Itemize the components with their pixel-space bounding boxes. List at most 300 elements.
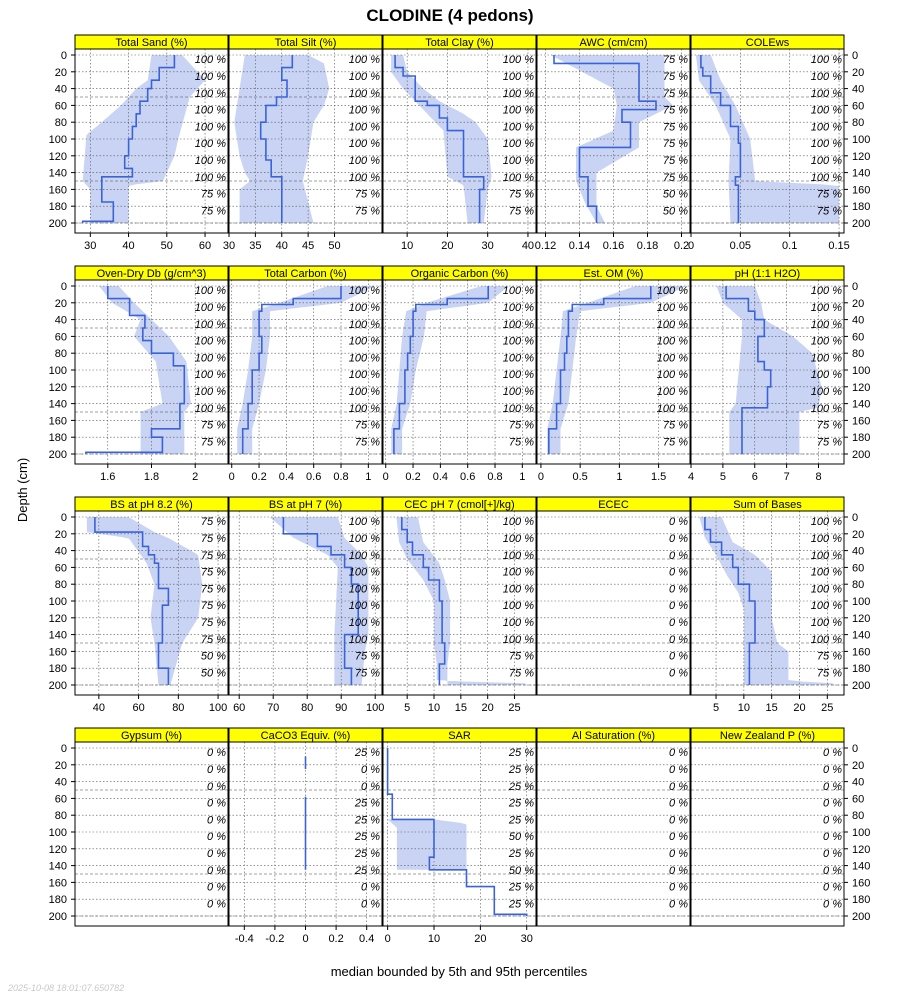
completeness-label: 75 % <box>200 516 226 529</box>
x-tick-label: 25 <box>821 702 834 714</box>
completeness-label: 75 % <box>200 600 226 613</box>
completeness-label: 75 % <box>200 419 226 432</box>
completeness-label: 0 % <box>823 764 842 776</box>
completeness-label: 100 % <box>348 633 380 646</box>
completeness-label: 100 % <box>502 104 534 117</box>
y-tick-label: 20 <box>54 297 67 310</box>
x-tick-label: 0.1 <box>782 240 798 252</box>
y-tick-label: 40 <box>54 545 67 558</box>
completeness-label: 0 % <box>669 898 688 911</box>
completeness-label: 50 % <box>662 188 688 201</box>
completeness-label: 75 % <box>508 650 534 663</box>
completeness-label: 75 % <box>662 436 688 449</box>
y-tick-label: 40 <box>852 314 865 327</box>
x-tick-label: 20 <box>441 240 454 252</box>
x-tick-label: 20 <box>793 702 806 714</box>
panel-title: Total Carbon (%) <box>264 268 347 280</box>
completeness-label: 100 % <box>502 369 534 382</box>
y-tick-label: 0 <box>852 50 859 62</box>
panel-12 <box>383 497 536 714</box>
completeness-label: 25 % <box>508 881 534 894</box>
completeness-label: 100 % <box>348 533 380 545</box>
completeness-label: 100 % <box>502 533 534 545</box>
y-tick-label: 20 <box>852 759 865 772</box>
completeness-label: 100 % <box>348 155 380 167</box>
completeness-label: 0 % <box>361 898 380 911</box>
x-tick-label: 0.2 <box>328 933 344 945</box>
completeness-label: 0 % <box>669 516 688 529</box>
x-tick-label: 40 <box>521 240 535 252</box>
completeness-label: 100 % <box>502 617 534 629</box>
y-tick-label: 140 <box>48 860 67 873</box>
completeness-label: 100 % <box>810 87 842 100</box>
completeness-label: 0 % <box>669 764 688 776</box>
y-tick-label: 80 <box>54 348 67 361</box>
y-tick-label: 40 <box>852 83 865 96</box>
completeness-label: 25 % <box>508 764 534 776</box>
completeness-label: 100 % <box>348 104 380 117</box>
y-tick-label: 180 <box>48 663 67 676</box>
x-tick-label: 60 <box>198 240 212 252</box>
percentile-band <box>391 55 492 223</box>
y-tick-label: 200 <box>48 218 67 230</box>
completeness-label: 75 % <box>354 667 380 680</box>
y-tick-label: 100 <box>48 134 67 146</box>
x-tick-label: 30 <box>481 240 494 252</box>
completeness-label: 100 % <box>810 121 842 134</box>
panel-14 <box>691 497 870 714</box>
completeness-label: 100 % <box>502 87 534 100</box>
completeness-label: 100 % <box>348 302 380 314</box>
x-tick-label: 60 <box>132 702 145 714</box>
completeness-label: 0 % <box>207 747 226 760</box>
panel-title: COLEws <box>745 37 790 49</box>
panel-11 <box>229 497 384 714</box>
x-tick-label: 0.4 <box>359 933 375 945</box>
y-tick-label: 180 <box>852 432 871 445</box>
completeness-label: 0 % <box>669 780 688 793</box>
y-tick-label: 180 <box>48 432 67 445</box>
completeness-label: 100 % <box>502 335 534 348</box>
completeness-label: 100 % <box>810 71 842 83</box>
y-tick-label: 20 <box>54 528 67 541</box>
panel-title: SAR <box>448 730 471 742</box>
x-tick-label: 1 <box>519 471 526 483</box>
completeness-label: 100 % <box>810 155 842 167</box>
completeness-label: 100 % <box>194 155 226 167</box>
completeness-label: 100 % <box>810 54 842 67</box>
x-tick-label: 0 <box>537 471 544 483</box>
completeness-label: 0 % <box>207 780 226 793</box>
x-tick-label: 40 <box>92 702 105 714</box>
completeness-label: 0 % <box>207 898 226 911</box>
completeness-label: 25 % <box>354 831 380 844</box>
completeness-label: 0 % <box>823 780 842 793</box>
completeness-label: 100 % <box>348 386 380 398</box>
completeness-label: 25 % <box>354 747 380 760</box>
completeness-label: 75 % <box>816 205 842 218</box>
completeness-label: 25 % <box>354 797 380 810</box>
completeness-label: 100 % <box>502 583 534 596</box>
y-tick-label: 80 <box>852 117 865 130</box>
completeness-label: 100 % <box>656 335 688 348</box>
panel-title: CEC pH 7 (cmol[+]/kg) <box>404 499 515 511</box>
y-tick-label: 20 <box>54 759 67 772</box>
x-tick-label: 0.5 <box>572 471 588 483</box>
completeness-label: 75 % <box>662 121 688 134</box>
completeness-label: 0 % <box>669 864 688 877</box>
y-tick-label: 120 <box>852 381 871 394</box>
completeness-label: 0 % <box>207 881 226 894</box>
y-tick-label: 180 <box>852 201 871 214</box>
panel-grid <box>49 35 871 945</box>
y-tick-label: 120 <box>48 612 67 625</box>
panel-title: ECEC <box>598 499 629 511</box>
completeness-label: 100 % <box>810 533 842 545</box>
y-tick-label: 200 <box>48 911 67 923</box>
completeness-label: 0 % <box>669 881 688 894</box>
completeness-label: 100 % <box>194 104 226 117</box>
y-tick-label: 120 <box>852 150 871 163</box>
completeness-label: 100 % <box>348 402 380 415</box>
completeness-label: 75 % <box>354 650 380 663</box>
y-tick-label: 0 <box>60 743 67 755</box>
completeness-label: 100 % <box>656 302 688 314</box>
panel-18 <box>537 728 690 926</box>
completeness-label: 75 % <box>662 104 688 117</box>
panel-19 <box>691 728 870 926</box>
x-tick-label: 45 <box>302 240 315 252</box>
y-tick-label: 80 <box>852 810 865 823</box>
x-tick-label: 10 <box>401 240 414 252</box>
completeness-label: 75 % <box>354 436 380 449</box>
completeness-label: 100 % <box>502 54 534 67</box>
y-tick-label: 40 <box>54 83 67 96</box>
completeness-label: 100 % <box>810 171 842 184</box>
completeness-label: 75 % <box>662 87 688 100</box>
completeness-label: 100 % <box>502 516 534 529</box>
completeness-label: 100 % <box>194 87 226 100</box>
completeness-label: 75 % <box>662 419 688 432</box>
completeness-label: 100 % <box>348 566 380 579</box>
completeness-label: 75 % <box>662 171 688 184</box>
completeness-label: 0 % <box>669 600 688 613</box>
x-tick-label: 4 <box>687 471 695 483</box>
panel-frame <box>537 497 690 695</box>
completeness-label: 0 % <box>823 831 842 844</box>
y-tick-label: 140 <box>852 398 871 411</box>
y-tick-label: 200 <box>852 911 871 923</box>
y-tick-label: 60 <box>54 100 67 113</box>
completeness-label: 100 % <box>348 352 380 365</box>
completeness-label: 100 % <box>810 302 842 314</box>
x-tick-label: 0.18 <box>636 240 659 252</box>
completeness-label: 100 % <box>194 54 226 67</box>
completeness-label: 100 % <box>194 138 226 151</box>
completeness-label: 50 % <box>662 205 688 218</box>
completeness-label: 0 % <box>823 797 842 810</box>
panel-title: Est. OM (%) <box>583 268 644 280</box>
chart-title: CLODINE (4 pedons) <box>366 6 534 25</box>
completeness-label: 75 % <box>508 667 534 680</box>
completeness-label: 100 % <box>348 138 380 151</box>
y-tick-label: 0 <box>852 512 859 524</box>
x-tick-label: 30 <box>222 240 236 252</box>
completeness-label: 100 % <box>348 171 380 184</box>
x-tick-label: -0.2 <box>265 933 285 945</box>
x-tick-label: 80 <box>172 702 185 714</box>
completeness-label: 100 % <box>810 566 842 579</box>
y-tick-label: 0 <box>60 512 67 524</box>
panel-15 <box>49 728 228 926</box>
panel-title: BS at pH 7 (%) <box>268 499 343 511</box>
x-tick-label: 0.12 <box>534 240 557 252</box>
completeness-label: 0 % <box>361 764 380 776</box>
completeness-label: 75 % <box>354 205 380 218</box>
y-tick-label: 0 <box>852 281 859 293</box>
completeness-label: 100 % <box>502 549 534 562</box>
y-tick-label: 40 <box>54 314 67 327</box>
y-tick-label: 180 <box>48 201 67 214</box>
completeness-label: 100 % <box>810 386 842 398</box>
completeness-label: 100 % <box>348 583 380 596</box>
x-tick-label: 0 <box>228 471 235 483</box>
completeness-label: 25 % <box>354 848 380 860</box>
completeness-label: 100 % <box>194 335 226 348</box>
completeness-label: 75 % <box>662 54 688 67</box>
completeness-label: 50 % <box>200 667 226 680</box>
completeness-label: 25 % <box>354 864 380 877</box>
y-tick-label: 200 <box>48 680 67 692</box>
panel-title: Total Silt (%) <box>274 37 337 49</box>
completeness-label: 100 % <box>810 104 842 117</box>
completeness-label: 75 % <box>200 617 226 629</box>
completeness-label: 0 % <box>207 831 226 844</box>
panel-16 <box>229 728 382 945</box>
completeness-label: 0 % <box>669 667 688 680</box>
x-tick-label: 1 <box>365 471 372 483</box>
completeness-label: 0 % <box>669 583 688 596</box>
completeness-label: 100 % <box>194 302 226 314</box>
completeness-label: 100 % <box>502 171 534 184</box>
y-tick-label: 120 <box>48 150 67 163</box>
completeness-label: 100 % <box>502 155 534 167</box>
completeness-label: 0 % <box>823 814 842 827</box>
completeness-label: 100 % <box>656 285 688 298</box>
x-tick-label: 30 <box>84 240 97 252</box>
panel-5 <box>49 266 228 483</box>
completeness-label: 75 % <box>508 188 534 201</box>
completeness-label: 75 % <box>200 633 226 646</box>
y-tick-label: 180 <box>852 663 871 676</box>
x-tick-label: 50 <box>328 240 341 252</box>
panel-1 <box>223 35 382 252</box>
completeness-label: 100 % <box>348 617 380 629</box>
completeness-label: 0 % <box>207 764 226 776</box>
y-tick-label: 80 <box>852 579 865 592</box>
y-tick-label: 200 <box>852 218 871 230</box>
completeness-label: 100 % <box>194 121 226 134</box>
completeness-label: 75 % <box>200 205 226 218</box>
y-tick-label: 140 <box>48 167 67 180</box>
panel-title: New Zealand P (%) <box>719 730 816 742</box>
y-tick-label: 60 <box>852 793 865 806</box>
completeness-label: 100 % <box>656 318 688 331</box>
y-tick-label: 160 <box>852 415 871 428</box>
y-tick-label: 120 <box>48 381 67 394</box>
completeness-label: 0 % <box>823 864 842 877</box>
x-tick-label: 40 <box>122 240 135 252</box>
timestamp-label: 2025-10-08 18:01:07.650782 <box>8 983 125 993</box>
panel-title: Total Clay (%) <box>425 37 494 49</box>
completeness-label: 100 % <box>502 402 534 415</box>
completeness-label: 0 % <box>207 797 226 810</box>
x-tick-label: 7 <box>783 471 790 483</box>
x-tick-label: 5 <box>404 702 411 714</box>
y-tick-label: 120 <box>852 612 871 625</box>
x-tick-label: -0.4 <box>234 933 254 945</box>
panel-title: Gypsum (%) <box>120 730 183 742</box>
x-tick-label: 1.5 <box>650 471 667 483</box>
x-tick-label: 0.2 <box>251 471 267 483</box>
y-tick-label: 100 <box>852 827 871 839</box>
completeness-label: 0 % <box>669 633 688 646</box>
completeness-label: 100 % <box>194 352 226 365</box>
completeness-label: 100 % <box>810 138 842 151</box>
y-tick-label: 60 <box>54 331 67 344</box>
x-tick-label: 0 <box>382 471 389 483</box>
completeness-label: 25 % <box>508 848 534 860</box>
y-tick-label: 140 <box>48 629 67 642</box>
y-tick-label: 120 <box>48 843 67 856</box>
completeness-label: 100 % <box>348 318 380 331</box>
panel-title: Al Saturation (%) <box>571 730 656 742</box>
x-tick-label: 0.16 <box>602 240 625 252</box>
y-tick-label: 40 <box>54 776 67 789</box>
x-tick-label: 0.6 <box>460 471 476 483</box>
panel-title: pH (1:1 H2O) <box>734 268 801 280</box>
x-tick-label: 0.4 <box>432 471 449 483</box>
y-tick-label: 100 <box>852 596 871 608</box>
panel-3 <box>535 35 690 252</box>
completeness-label: 100 % <box>810 402 842 415</box>
x-tick-label: 0.2 <box>405 471 421 483</box>
x-tick-label: 1.8 <box>143 471 160 483</box>
y-tick-label: 80 <box>54 117 67 130</box>
y-tick-label: 100 <box>852 134 871 146</box>
completeness-label: 100 % <box>194 318 226 331</box>
y-tick-label: 80 <box>54 810 67 823</box>
completeness-label: 100 % <box>348 516 380 529</box>
completeness-label: 0 % <box>207 814 226 827</box>
x-tick-label: 100 <box>208 702 228 714</box>
x-tick-label: 1.6 <box>100 471 116 483</box>
completeness-label: 75 % <box>200 549 226 562</box>
completeness-label: 100 % <box>502 318 534 331</box>
y-tick-label: 40 <box>852 545 865 558</box>
y-tick-label: 0 <box>852 743 859 755</box>
panel-7 <box>383 266 536 483</box>
completeness-label: 100 % <box>810 583 842 596</box>
y-tick-label: 80 <box>54 579 67 592</box>
x-tick-label: 100 <box>366 702 385 714</box>
completeness-label: 100 % <box>656 352 688 365</box>
x-tick-label: 0.14 <box>568 240 591 252</box>
x-tick-label: 0.05 <box>729 240 752 252</box>
x-tick-label: 15 <box>454 702 467 714</box>
completeness-label: 75 % <box>816 650 842 663</box>
completeness-label: 0 % <box>361 881 380 894</box>
completeness-label: 50 % <box>508 864 534 877</box>
y-tick-label: 60 <box>54 793 67 806</box>
y-tick-label: 160 <box>48 184 67 197</box>
completeness-label: 100 % <box>656 402 688 415</box>
completeness-label: 75 % <box>200 533 226 545</box>
completeness-label: 100 % <box>194 402 226 415</box>
panel-9 <box>688 266 870 483</box>
y-tick-label: 60 <box>852 100 865 113</box>
y-tick-label: 80 <box>852 348 865 361</box>
y-tick-label: 100 <box>852 365 871 377</box>
completeness-label: 0 % <box>823 848 842 860</box>
completeness-label: 25 % <box>508 797 534 810</box>
completeness-label: 75 % <box>508 205 534 218</box>
completeness-label: 75 % <box>354 419 380 432</box>
completeness-label: 75 % <box>200 188 226 201</box>
completeness-label: 100 % <box>502 71 534 83</box>
x-tick-label: 15 <box>765 702 778 714</box>
completeness-label: 100 % <box>194 71 226 83</box>
completeness-label: 100 % <box>348 549 380 562</box>
completeness-label: 100 % <box>810 600 842 613</box>
x-tick-label: 30 <box>520 933 533 945</box>
completeness-label: 0 % <box>669 814 688 827</box>
panel-4 <box>688 35 870 252</box>
completeness-label: 100 % <box>502 352 534 365</box>
completeness-label: 75 % <box>200 583 226 596</box>
completeness-label: 100 % <box>810 633 842 646</box>
x-tick-label: 40 <box>275 240 288 252</box>
completeness-label: 75 % <box>816 436 842 449</box>
completeness-label: 0 % <box>823 747 842 760</box>
x-tick-label: 20 <box>481 702 494 714</box>
completeness-label: 0 % <box>669 747 688 760</box>
completeness-label: 100 % <box>810 285 842 298</box>
completeness-label: 100 % <box>348 54 380 67</box>
y-tick-label: 40 <box>852 776 865 789</box>
x-tick-label: 10 <box>427 702 441 714</box>
panel-title: Oven-Dry Db (g/cm^3) <box>96 268 207 280</box>
y-tick-label: 160 <box>852 877 871 890</box>
percentile-band <box>388 819 467 869</box>
completeness-label: 100 % <box>502 633 534 646</box>
completeness-label: 100 % <box>502 386 534 398</box>
panel-0 <box>49 35 228 252</box>
x-tick-label: 50 <box>160 240 173 252</box>
completeness-label: 100 % <box>348 121 380 134</box>
x-tick-label: 1 <box>616 471 623 483</box>
completeness-label: 25 % <box>508 814 534 827</box>
completeness-label: 75 % <box>200 436 226 449</box>
y-tick-label: 100 <box>48 596 67 608</box>
completeness-label: 75 % <box>662 138 688 151</box>
y-tick-label: 200 <box>852 449 871 461</box>
x-tick-label: 2 <box>192 471 199 483</box>
completeness-label: 100 % <box>348 369 380 382</box>
x-tick-label: 80 <box>301 702 314 714</box>
completeness-label: 100 % <box>502 138 534 151</box>
x-tick-label: 0.8 <box>487 471 503 483</box>
